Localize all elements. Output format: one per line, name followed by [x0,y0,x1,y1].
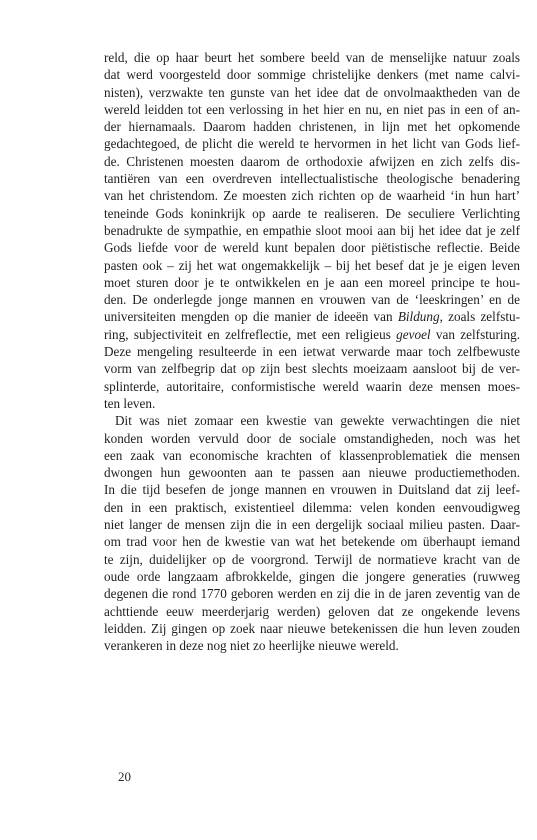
text-line: vorm van zelfbegrip dat op zijn best slechts moeizaam aansloot bij de ver- [104,361,520,377]
text-line: te zijn, duidelijker op de voorgrond. Terwijl de normatieve kracht van de [104,551,520,567]
text-line: den in een praktisch, existentieel dilemma: velen konden eenvoudigweg [104,499,520,515]
text-line: ten leven. [104,395,156,411]
italic-term: Bildung [397,309,440,325]
text-line: een zaak van economische krachten of klassenproblematiek die mensen [104,447,520,463]
page-number: 20 [118,769,131,784]
text-line: benadrukte de sympathie, en empathie sloot mooi aan bij het idee dat je zelf [104,222,520,238]
text-line: van het christendom. Ze moesten zich richten op de waarheid ‘in hun hart’ [104,188,520,204]
text-line: tantiëren van een overdreven intellectualistische theologische benadering [104,171,520,187]
text-line: der hiernamaals. Daarom hadden christenen, in lijn met het opkomende [104,119,520,135]
text-line: reld, die op haar beurt het sombere beeld van de menselijke natuur zoals [104,50,520,65]
text-line: teneinde Gods koninkrijk op aarde te realiseren. De seculiere Verlichting [104,205,520,221]
text-line: In die tijd besefen de jonge mannen en vrouwen in Duitsland dat zij leef- [104,482,520,498]
paragraph [104,412,520,654]
body-text [104,49,520,654]
text-line: Gods liefde voor de wereld kunt bepalen door piëtistische reflectie. Beide [104,240,520,256]
text-line: den. De onderlegde jonge mannen en vrouwen van de ‘leeskringen’ en de [104,292,520,308]
text-line: gedachtegoed, de plicht die wereld te hervormen in het licht van Gods lief- [104,136,520,152]
text-line: leidden. Zij gingen op zoek naar nieuwe betekenissen die hun leven zouden [104,620,520,636]
text-line: universiteiten mengden op die manier de ideeën van Bildung, zoals zelfstu- [104,309,521,325]
text-line: om trad voor hen de kwestie van wat het betekende om überhaupt iemand [104,534,520,550]
text-line: dat werd voorgesteld door sommige christelijke denkers (met name calvi- [104,67,520,83]
text-line: pasten ook – zij het wat ongemakkelijk – bij het besef dat je je eigen leven [104,257,520,273]
text-line: ring, subjectiviteit en zelfreflectie, met een religieus gevoel van zelfsturing. [104,326,520,342]
italic-term: gevoel [396,326,431,342]
text-line: oude orde langzaam afbrokkelde, gingen die jongere generaties (ruwweg [104,568,520,584]
text-line: verankeren in deze nog niet zo heerlijke nieuwe wereld. [104,638,399,654]
text-line: Dit was niet zomaar een kwestie van gewekte verwachtingen die niet [115,413,520,429]
text-line: moet sturen door je te ontwikkelen en je aan een moreel principe te hou- [104,274,520,290]
text-line: de. Christenen moesten daarom de orthodoxie afwijzen en zich zelfs dis- [104,153,520,169]
text-line: wereld leidden tot een verlossing in het hier en nu, en niet pas in een of an- [104,101,520,117]
text-line: dwongen hun gewoonten aan te passen aan nieuwe productiemethoden. [104,465,520,481]
text-line: degenen die rond 1770 geboren werden en zij die in de jaren zeventig van de [104,586,520,602]
text-line: splinterde, autoritaire, conformistische wereld waarin deze mensen moes- [104,378,520,394]
text-line: Deze mengeling resulteerde in een ietwat verwarde maar toch zelfbewuste [104,344,520,360]
text-line: achttiende eeuw meerderjarig werden) geloven dat ze ongekende levens [104,603,520,619]
paragraph [104,49,520,412]
text-line: niet langer de mensen zijn die in een dergelijk sociaal milieu pasten. Daar- [104,517,520,533]
text-line: nisten), verzwakte ten gunste van het idee dat de onvolmaaktheden van de [104,84,520,100]
text-line: konden worden vervuld door de sociale omstandigheden, noch was het [104,430,520,446]
